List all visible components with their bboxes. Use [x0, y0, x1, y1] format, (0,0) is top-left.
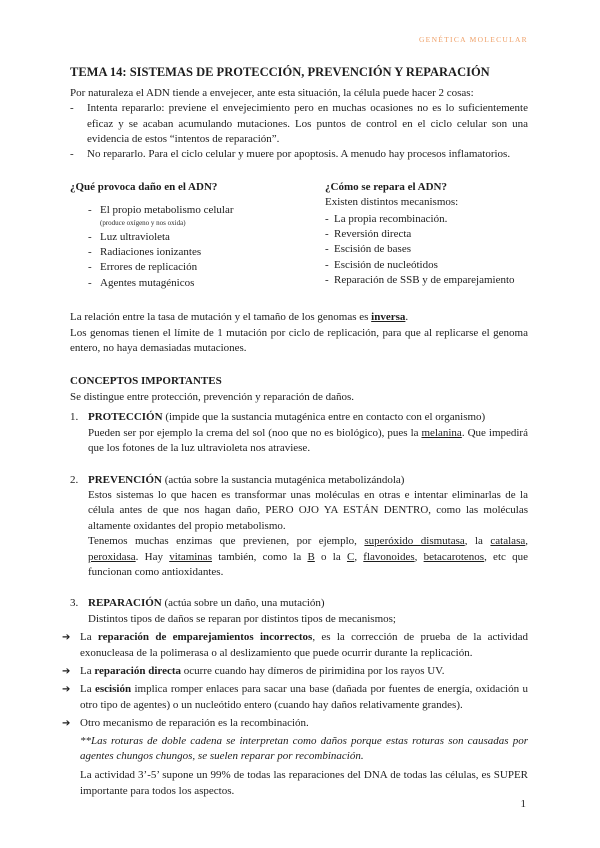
concept-body: [88, 612, 528, 627]
concept-paragraph: Estos sistemas lo que hacen es transformar unas moléculas en otras e intentar eliminarlas de la célula antes de que nos hagan daño, PERO OJO YA ESTÁN DENTRO, como las moléculas altamente oxidantes del propio metabolismo.: [88, 488, 528, 532]
mechanism-text: La reparación directa ocurre cuando hay dímeros de pirimidina por los rayos UV.: [80, 665, 445, 677]
repair-list: [325, 212, 528, 289]
list-item-text: Reparación de SSB y de emparejamiento: [334, 274, 515, 287]
dash-marker: -: [325, 212, 329, 225]
mechanism-text: La reparación de emparejamientos incorrectos, es la corrección de prueba de la actividad exonucleasa de la polimerasa o al deslizamiento que puede ocurrir durante la replicación.: [80, 631, 528, 659]
concept-heading-text: PROTECCIÓN (impide que la sustancia mutagénica entre en contacto con el organismo): [88, 411, 486, 424]
list-item-text: No repararlo. Para el ciclo celular y muere por apoptosis. A menudo hay procesos inflamatorios.: [87, 148, 511, 161]
number-marker: 3.: [70, 597, 79, 610]
concepts-heading: CONCEPTOS IMPORTANTES: [70, 374, 222, 387]
list-item: [70, 101, 528, 147]
list-item: [325, 242, 528, 257]
list-item-text: Escisión de bases: [334, 243, 411, 256]
list-item-text: Agentes mutagénicos: [100, 276, 195, 289]
genome-limit-sentence: Los genomas tienen el límite de 1 mutación por ciclo de replicación, para que al replicarse el genoma entero, no haya demasiadas mutaciones.: [70, 326, 528, 355]
dash-marker: -: [88, 246, 92, 259]
list-item: [88, 203, 325, 218]
concept-item-reparacion: [70, 596, 528, 627]
list-item-text: El propio metabolismo celular: [100, 204, 234, 217]
mechanism-item: [62, 682, 528, 713]
list-item-text: Escisión de nucleótidos: [334, 258, 438, 271]
concept-heading: [70, 410, 528, 425]
course-header: GENÉTICA MOLECULAR: [418, 35, 528, 44]
list-item: [88, 276, 325, 291]
concept-item-prevencion: [70, 473, 528, 581]
relation-sentence: La relación entre la tasa de mutación y el tamaño de los genomas es inversa.: [70, 311, 409, 324]
page-number: 1: [520, 797, 526, 810]
concept-heading: [70, 473, 528, 488]
dash-marker: -: [88, 230, 92, 243]
repair-column: [325, 180, 528, 291]
concept-heading-text: REPARACIÓN (actúa sobre un daño, una mutación): [88, 597, 325, 610]
list-item: [70, 147, 528, 162]
concepts-lead: Se distingue entre protección, prevención y reparación de daños.: [70, 390, 355, 403]
two-column-section: [70, 180, 528, 291]
metabolism-note: (produce oxígeno y nos oxida): [100, 218, 186, 227]
repair-mechanisms-list: [62, 630, 528, 799]
list-item-text: Radiaciones ionizantes: [100, 246, 202, 259]
dash-marker: -: [325, 228, 329, 241]
page-title: TEMA 14: SISTEMAS DE PROTECCIÓN, PREVENCIÓN Y REPARACIÓN: [70, 65, 490, 80]
dash-marker: -: [70, 148, 74, 161]
mutation-rate-paragraphs: [70, 310, 528, 356]
mechanism-text: La escisión implica romper enlaces para sacar una base (dañada por fuentes de energía, oxidación u otro tipo de agentes) o un nucleótido entero (cuando hay daños relativamente grandes).: [80, 683, 528, 711]
repair-column-title: ¿Cómo se repara el ADN?: [325, 180, 447, 193]
number-marker: 2.: [70, 473, 79, 486]
dash-marker: -: [325, 258, 329, 271]
arrow-icon: ➔: [62, 718, 71, 730]
dash-marker: -: [325, 243, 329, 256]
damage-list: [88, 203, 325, 291]
double-strand-note: **Las roturas de doble cadena se interpretan como daños porque estas roturas son causadas por agentes chungos chungos, se suelen reparar por recombinación.: [80, 734, 528, 763]
list-item-text: Intenta repararlo: previene el envejecimiento pero en muchas ocasiones no es lo suficientemente eficaz y se acaban acumulando mutaciones. Los puntos de control en el ciclo celular son una evidencia de estos “intentos de reparación”.: [87, 102, 528, 146]
concept-body: [88, 426, 528, 457]
arrow-icon: ➔: [62, 684, 71, 696]
mechanism-item: [62, 630, 528, 661]
mechanism-text: Otro mecanismo de reparación es la recombinación.: [80, 717, 309, 730]
intro-list: [70, 101, 528, 163]
intro-paragraph: Por naturaleza el ADN tiende a envejecer, ante esta situación, la célula puede hacer 2 cosas:: [70, 86, 474, 99]
number-marker: 1.: [70, 411, 79, 424]
arrow-icon: ➔: [62, 666, 71, 677]
list-item: [88, 260, 325, 275]
list-item: [325, 258, 528, 273]
repair-column-lead: Existen distintos mecanismos:: [325, 196, 459, 209]
concept-heading-text: PREVENCIÓN (actúa sobre la sustancia mutagénica metabolizándola): [88, 473, 405, 486]
list-item: [325, 227, 528, 242]
list-item-text: Reversión directa: [334, 228, 412, 241]
concept-paragraph: Distintos tipos de daños se reparan por distintos tipos de mecanismos;: [88, 612, 396, 625]
list-item-text: La propia recombinación.: [334, 212, 448, 225]
dash-marker: -: [325, 274, 329, 287]
dash-marker: -: [88, 204, 92, 217]
list-item-text: Luz ultravioleta: [100, 230, 170, 243]
dash-marker: -: [88, 276, 92, 289]
damage-column-title: ¿Qué provoca daño en el ADN?: [70, 180, 218, 193]
dash-marker: -: [70, 102, 74, 115]
concept-body: [88, 488, 528, 580]
list-item-text: Errores de replicación: [100, 261, 198, 274]
concept-paragraph: Pueden ser por ejemplo la crema del sol (noo que no es biológico), pues la melanina. Que impedirá que los fotones de la luz ultravioleta nos atraviese.: [88, 426, 528, 455]
mechanism-item: [62, 716, 528, 731]
concept-heading: [70, 596, 528, 611]
list-item: [88, 245, 325, 260]
concepts-section: [70, 374, 528, 628]
arrow-icon: ➔: [62, 632, 71, 644]
list-item: [88, 230, 325, 245]
list-item: [325, 212, 528, 227]
concept-item-proteccion: [70, 410, 528, 456]
dash-marker: -: [88, 261, 92, 274]
mechanism-item: [62, 664, 528, 679]
concept-paragraph: Tenemos muchas enzimas que previenen, por ejemplo, superóxido dismutasa, la catalasa, peroxidasa. Hay vitaminas también, como la B o la C, flavonoides, betacarotenos, etc que funcionan como antioxidantes.: [88, 535, 528, 578]
list-item: [325, 273, 528, 288]
damage-column: [70, 180, 325, 291]
activity-closing-paragraph: La actividad 3’-5’ supone un 99% de todas las reparaciones del DNA de todas las células, es SUPER importante para todos los aspectos.: [80, 769, 528, 797]
